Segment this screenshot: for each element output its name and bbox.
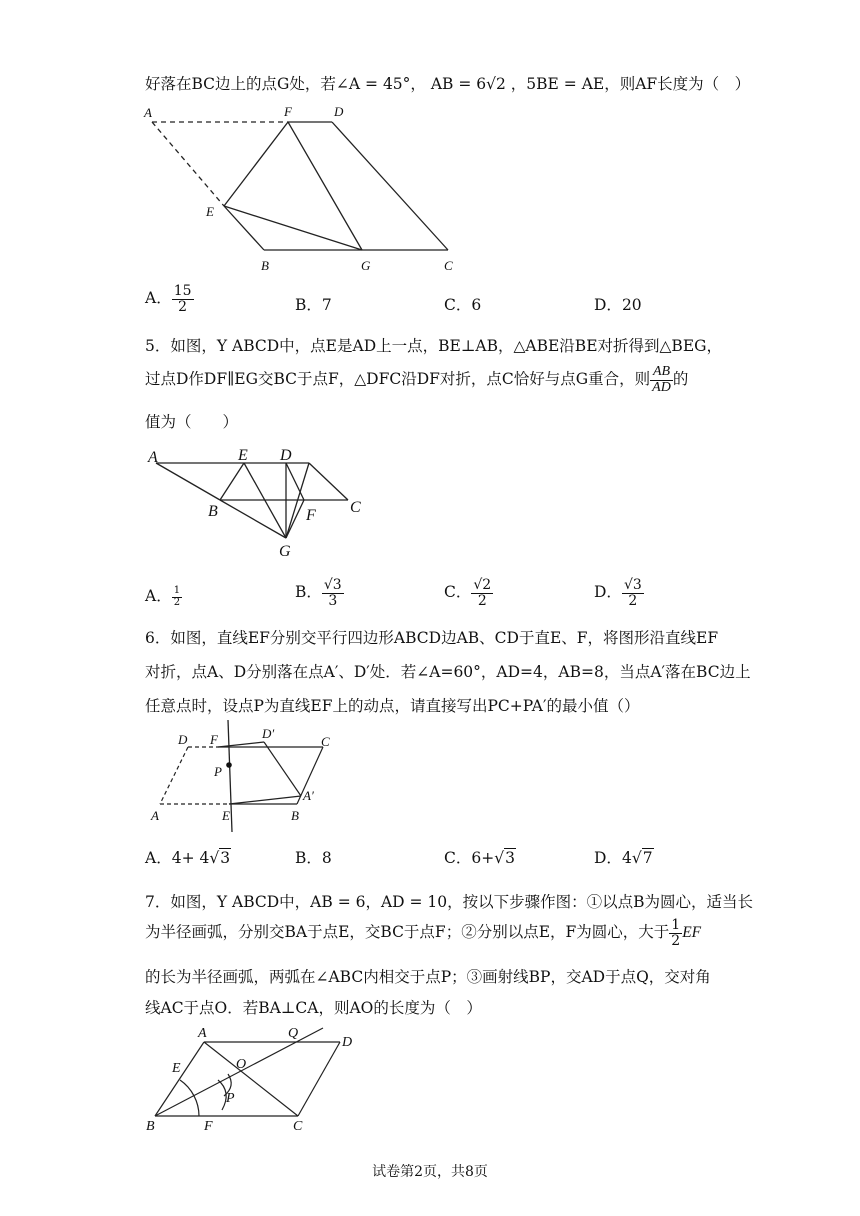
q7-label-E: E: [172, 1061, 181, 1076]
q4-label-B: B: [261, 258, 269, 273]
q5-label-E: E: [238, 447, 248, 464]
q5-line1: 5．如图，Y ABCD中，点E是AD上一点，BE⊥AB，△ABE沿BE对折得到△BEG，: [145, 337, 723, 355]
q7-line2: 为半径画弧，分别交BA于点E，交BC于点F；②分别以点E，F为圆心，大于 $\frac{1}{2}$ EF: [145, 917, 702, 949]
q7-label-O: O: [236, 1057, 247, 1072]
page-footer: 试卷第2页，共8页: [372, 1164, 488, 1180]
q6-label-B: B: [291, 808, 299, 823]
q5-label-A: A: [148, 449, 158, 466]
q4-label-D: D: [334, 104, 344, 119]
q4-label-A: A: [144, 105, 152, 120]
q6-line1: 6．如图，直线EF分别交平行四边形ABCD边AB、CD于直E、F，将图形沿直线EF: [145, 629, 719, 647]
q4-label-E: E: [206, 204, 214, 219]
q5-option-b: B． $\frac{√3}{3}$: [295, 577, 342, 609]
q7-label-A: A: [198, 1026, 207, 1041]
q6-label-D: D: [178, 732, 188, 747]
q4-option-a: A． $\frac{15}{2}$: [145, 283, 192, 315]
q4-seg-DC: [332, 122, 448, 250]
q7-line1: 7．如图，Y ABCD中，AB = 6，AD = 10，按以下步骤作图：①以点B为圆心，适当长: [145, 893, 754, 911]
q6-label-Dp: D′: [262, 726, 275, 741]
q4-stem-tail: 好落在BC边上的点G处，若∠A = 45°， AB = 6√2 ，5BE = AE，则AF长度为（ ）: [145, 75, 751, 93]
q4-label-C: C: [444, 258, 453, 273]
q5-seg-EB: [220, 463, 244, 500]
q7-seg-BA: [155, 1042, 204, 1116]
q4-figure: [140, 100, 470, 280]
q5-label-G: G: [279, 543, 291, 560]
q5-label-C: C: [350, 499, 361, 516]
q7-figure: [140, 1022, 370, 1137]
q7-line4: 线AC于点O．若BA⊥CA，则AO的长度为（ ）: [145, 999, 482, 1017]
q4-label-F: F: [284, 104, 292, 119]
q4-option-c: C．6: [444, 296, 482, 314]
q6-option-c: C．6+√3: [444, 849, 515, 867]
q6-line2: 对折，点A、D分别落在点A′、D′处．若∠A=60°，AD=4，AB=8，当点A′落在BC边上: [145, 663, 751, 681]
q4-seg-FE: [224, 122, 288, 206]
q7-label-D: D: [342, 1035, 353, 1050]
q4-label-G: G: [361, 258, 371, 273]
q4-seg-FG: [288, 122, 362, 250]
q5-seg-DC: [309, 463, 348, 500]
q5-option-a: A． $\frac{1}{2}$: [145, 585, 181, 608]
q5-label-B: B: [208, 503, 218, 520]
q5-figure: [140, 440, 380, 565]
q7-label-P: P: [226, 1091, 235, 1106]
q7-seg-AC: [204, 1042, 298, 1116]
q5-line3: 值为（ ）: [145, 413, 239, 431]
q5-line2: 过点D作DF∥EG交BC于点F，△DFC沿DF对折，点C恰好与点G重合，则 $\frac{AB}{AD}$ 的: [145, 364, 689, 395]
q5-option-d: D． $\frac{√3}{2}$: [594, 577, 642, 609]
q6-label-E: E: [222, 808, 230, 823]
q5-label-D: D: [280, 447, 292, 464]
q6-figure: [140, 720, 360, 835]
q6-option-a: A．4+ 4√3: [145, 849, 231, 867]
q6-dashed-DA: [160, 747, 188, 804]
q6-label-P: P: [214, 764, 222, 779]
q7-label-Q: Q: [288, 1026, 299, 1041]
q6-option-d: D．4√7: [594, 849, 653, 867]
q4-dashed-AE: [152, 122, 224, 206]
q6-line3: 任意点时，设点P为直线EF上的动点，请直接写出PC+PA′的最小值（）: [145, 697, 640, 715]
q4-option-b: B．7: [295, 296, 332, 314]
q5-seg-DF: [286, 463, 304, 500]
q6-option-b: B．8: [295, 849, 332, 867]
q5-seg-AB: [156, 463, 220, 500]
q7-label-F: F: [204, 1119, 213, 1134]
q6-label-A: A: [151, 808, 159, 823]
q6-label-C: C: [321, 734, 330, 749]
q6-seg-DpAp: [264, 742, 301, 796]
q5-seg-FG: [286, 500, 304, 538]
q7-label-C: C: [293, 1119, 303, 1134]
q6-label-Ap: A′: [303, 788, 314, 803]
q7-line3: 的长为半径画弧，两弧在∠ABC内相交于点P；③画射线BP，交AD于点Q，交对角: [145, 968, 711, 986]
q5-option-c: C． $\frac{√2}{2}$: [444, 577, 492, 609]
q6-seg-EAp: [229, 796, 301, 804]
q5-label-F: F: [306, 507, 316, 524]
q6-seg-FDp: [218, 742, 264, 747]
q4-option-d: D．20: [594, 296, 642, 314]
q6-point-P: [226, 762, 232, 768]
q7-label-B: B: [146, 1119, 155, 1134]
q7-seg-CD: [298, 1042, 340, 1116]
q6-label-F: F: [210, 732, 218, 747]
